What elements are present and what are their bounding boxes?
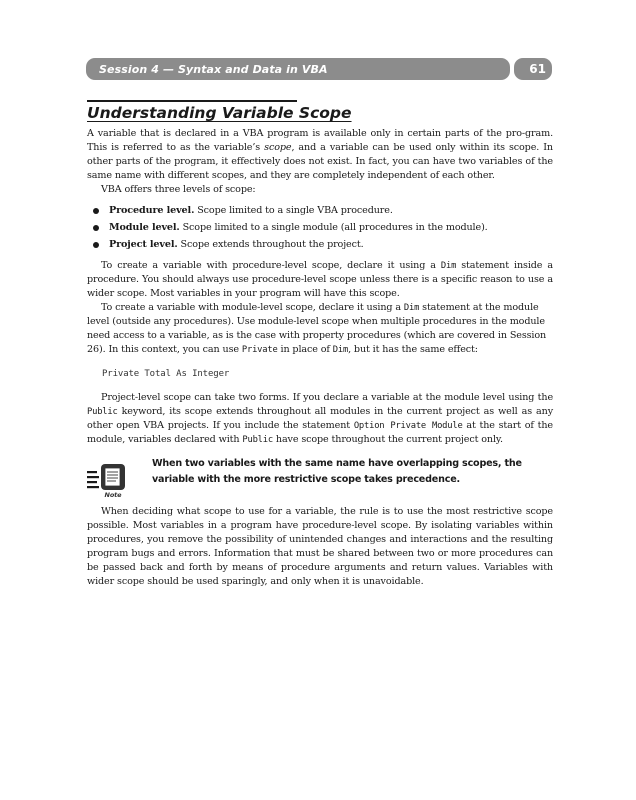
- paragraph-intro: A variable that is declared in a VBA program is available only in certain parts of the pro-gram. This is referred to as the variable’s scope, and a variable can be used only within its scope. In other parts of the program, it effectively does not exist. In fact, you can have two variables of the same name with different scopes, and they are completely independent of each other.: [87, 128, 553, 181]
- code-example: Private Total As Integer: [102, 369, 230, 379]
- code-dim: Dim: [440, 261, 457, 271]
- page-number: 61: [529, 62, 546, 76]
- list-item: Module level. Scope limited to a single module (all procedures in the module).: [87, 221, 553, 235]
- scope-term: scope: [264, 142, 292, 153]
- paragraph-closing: When deciding what scope to use for a variable, the rule is to use the most restrictive scope possible. Most variables in a program have procedure-level scope. By isolating variables within procedures, you remove the possibility of unintended changes and interactions and the resulting program bugs and errors. Information that must be shared between two or more procedures can be passed back and forth by means of procedure arguments and return values. Variables with wider scope should be used sparingly, and only when it is unavoidable.: [87, 506, 553, 587]
- scope-levels-list: [87, 204, 553, 252]
- code-option-private-module: Option Private Module: [353, 421, 463, 431]
- list-item: Procedure level. Scope limited to a single VBA procedure.: [87, 204, 553, 218]
- code-private: Private: [241, 345, 278, 355]
- code-public: Public: [87, 407, 118, 417]
- code-public: Public: [242, 435, 273, 445]
- note-text: When two variables with the same name have overlapping scopes, the variable with the more restrictive scope takes precedence.: [152, 458, 522, 485]
- note-box: [87, 456, 553, 498]
- code-dim: Dim: [403, 303, 420, 313]
- note-icon: [87, 462, 135, 498]
- running-header: [86, 58, 510, 80]
- code-dim: Dim: [332, 345, 349, 355]
- paragraph-procedure-scope: To create a variable with procedure-level scope, declare it using a Dim statement inside a procedure. You should always use procedure-level scope unless there is a specific reason to use a wider scope. Most variables in your program will have this scope.: [87, 260, 553, 299]
- paragraph-project-scope: Project-level scope can take two forms. If you declare a variable at the module level using the Public keyword, its scope extends throughout all modules in the current project as well as any other open VBA projects. If you include the statement Option Private Module at the start of the module, variables declared with Public have scope throughout the current project only.: [87, 392, 553, 445]
- page-number-box: [514, 58, 552, 80]
- list-item: Project level. Scope extends throughout the project.: [87, 238, 553, 252]
- note-label: Note: [104, 491, 122, 498]
- paragraph-levels-intro: VBA offers three levels of scope:: [101, 184, 256, 195]
- section-heading: Understanding Variable Scope: [87, 104, 352, 122]
- header-session-title: Session 4 — Syntax and Data in VBA: [99, 62, 328, 76]
- section-rule: [87, 100, 297, 102]
- body-text: [87, 127, 553, 589]
- paragraph-module-scope: To create a variable with module-level scope, declare it using a Dim statement at the module level (outside any procedures). Use module-level scope when multiple procedures in the module need access to a variable, as is the case with property procedures (which are covered in Session 26). In this context, you can use Private in place of Dim, but it has the same effect:: [87, 302, 547, 355]
